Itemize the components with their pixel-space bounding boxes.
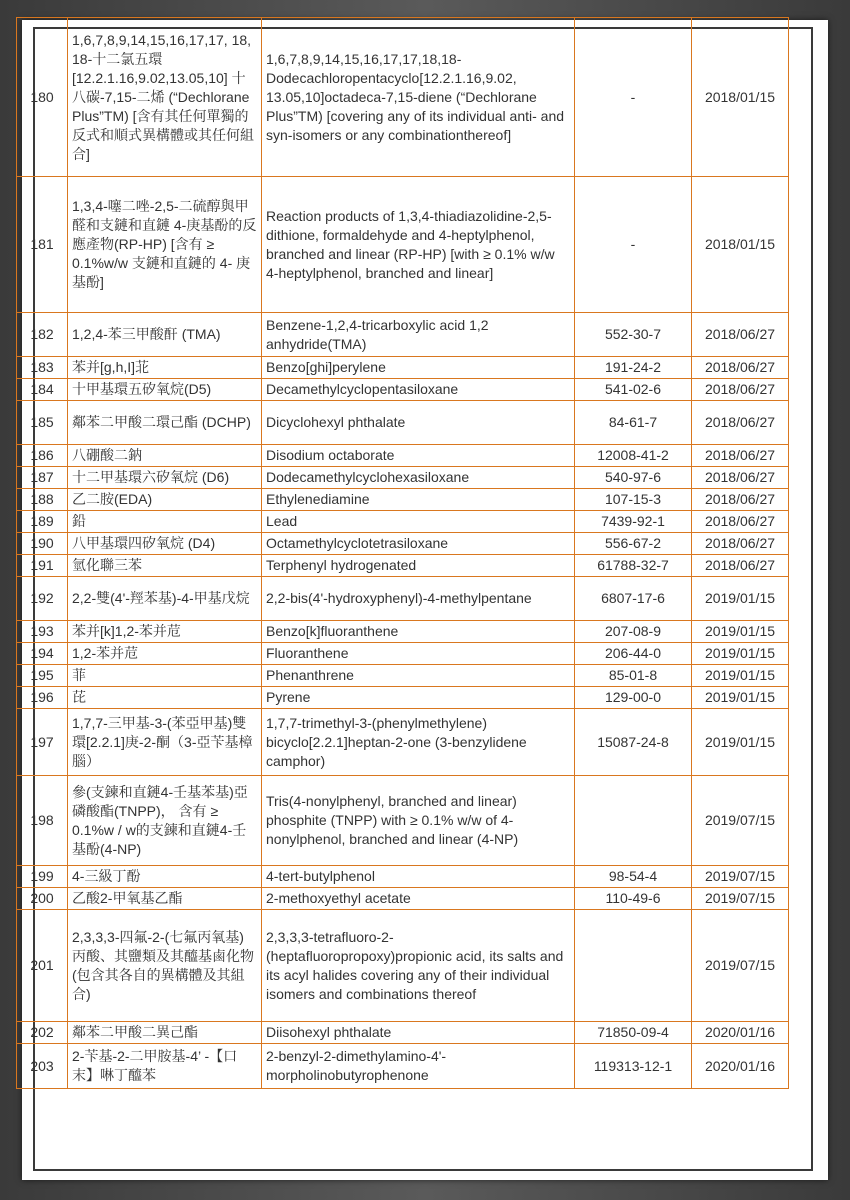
table-row	[17, 511, 789, 533]
cas-number: 98-54-4	[575, 866, 692, 888]
english-name: Lead	[262, 511, 575, 533]
english-name: 2,2-bis(4'-hydroxyphenyl)-4-methylpentane	[262, 577, 575, 621]
row-number: 190	[17, 533, 68, 555]
english-name: Pyrene	[262, 687, 575, 709]
cas-number: 6807-17-6	[575, 577, 692, 621]
chinese-name: 1,7,7-三甲基-3-(苯亞甲基)雙環[2.2.1]庚-2-酮（3-亞苄基樟腦）	[68, 709, 262, 776]
chinese-name: 苯并[k]1,2-苯并苊	[68, 621, 262, 643]
chinese-name: 2-苄基-2-二甲胺基-4’ -【口末】啉丁醯苯	[68, 1044, 262, 1089]
date: 2019/07/15	[692, 866, 789, 888]
english-name: Benzo[ghi]perylene	[262, 357, 575, 379]
date: 2018/06/27	[692, 379, 789, 401]
date: 2019/01/15	[692, 621, 789, 643]
row-number: 198	[17, 776, 68, 866]
english-name: Phenanthrene	[262, 665, 575, 687]
cas-number: 541-02-6	[575, 379, 692, 401]
chinese-name: 乙二胺(EDA)	[68, 489, 262, 511]
cas-number: 191-24-2	[575, 357, 692, 379]
date: 2019/01/15	[692, 665, 789, 687]
english-name: Disodium octaborate	[262, 445, 575, 467]
cas-number: 119313-12-1	[575, 1044, 692, 1089]
date: 2019/07/15	[692, 910, 789, 1022]
row-number: 186	[17, 445, 68, 467]
chinese-name: 鄰苯二甲酸二環己酯 (DCHP)	[68, 401, 262, 445]
row-number: 195	[17, 665, 68, 687]
date: 2019/01/15	[692, 709, 789, 776]
chinese-name: 1,3,4-噻二唑-2,5-二硫醇與甲醛和支鏈和直鏈 4-庚基酚的反應產物(RP-HP) [含有 ≥ 0.1%w/w 支鏈和直鏈的 4- 庚基酚]	[68, 177, 262, 313]
table-row	[17, 709, 789, 776]
cas-number: -	[575, 177, 692, 313]
row-number: 202	[17, 1022, 68, 1044]
chinese-name: 十甲基環五矽氧烷(D5)	[68, 379, 262, 401]
table-row	[17, 866, 789, 888]
table-row	[17, 1022, 789, 1044]
row-number: 194	[17, 643, 68, 665]
date: 2018/01/15	[692, 177, 789, 313]
row-number: 197	[17, 709, 68, 776]
english-name: Reaction products of 1,3,4-thiadiazolidine-2,5-dithione, formaldehyde and 4-heptylphenol, branched and linear (RP-HP) [with ≥ 0.1% w/w 4-heptylphenol, branched and linear]	[262, 177, 575, 313]
chinese-name: 鄰苯二甲酸二異己酯	[68, 1022, 262, 1044]
chinese-name: 菲	[68, 665, 262, 687]
chinese-name: 4-三級丁酚	[68, 866, 262, 888]
chinese-name: 乙酸2-甲氧基乙酯	[68, 888, 262, 910]
table-row	[17, 18, 789, 177]
table-row	[17, 621, 789, 643]
english-name: 1,6,7,8,9,14,15,16,17,17,18,18-Dodecachloropentacyclo[12.2.1.16,9.02, 13.05,10]octadeca-7,15-diene (“Dechlorane Plus”TM) [covering any of its individual anti- and syn-isomers or any combinationthereof]	[262, 18, 575, 177]
cas-number: 71850-09-4	[575, 1022, 692, 1044]
row-number: 181	[17, 177, 68, 313]
cas-number: 129-00-0	[575, 687, 692, 709]
row-number: 187	[17, 467, 68, 489]
row-number: 184	[17, 379, 68, 401]
table-row	[17, 467, 789, 489]
table-row	[17, 687, 789, 709]
date: 2018/06/27	[692, 467, 789, 489]
cas-number: 12008-41-2	[575, 445, 692, 467]
english-name: Tris(4-nonylphenyl, branched and linear) phosphite (TNPP) with ≥ 0.1% w/w of 4-nonylphenol, branched and linear (4-NP)	[262, 776, 575, 866]
row-number: 193	[17, 621, 68, 643]
chinese-name: 氫化聯三苯	[68, 555, 262, 577]
cas-number: 552-30-7	[575, 313, 692, 357]
row-number: 183	[17, 357, 68, 379]
chinese-name: 1,6,7,8,9,14,15,16,17,17, 18, 18-十二氯五環 [12.2.1.16,9.02,13.05,10] 十 八碳-7,15-二烯 (“Dechlorane Plus”TM) [含有其任何單獨的反式和順式異構體或其任何組合]	[68, 18, 262, 177]
chinese-name: 苯并[g,h,I]苝	[68, 357, 262, 379]
chinese-name: 1,2,4-苯三甲酸酐 (TMA)	[68, 313, 262, 357]
english-name: 2-methoxyethyl acetate	[262, 888, 575, 910]
table-row	[17, 379, 789, 401]
english-name: Dicyclohexyl phthalate	[262, 401, 575, 445]
row-number: 191	[17, 555, 68, 577]
table-row	[17, 555, 789, 577]
english-name: Octamethylcyclotetrasiloxane	[262, 533, 575, 555]
cas-number: 15087-24-8	[575, 709, 692, 776]
cas-number: 556-67-2	[575, 533, 692, 555]
date: 2019/01/15	[692, 687, 789, 709]
row-number: 200	[17, 888, 68, 910]
table-row	[17, 533, 789, 555]
chinese-name: 2,3,3,3-四氟-2-(七氟丙氧基)丙酸、其鹽類及其醯基鹵化物(包含其各自的異構體及其組合)	[68, 910, 262, 1022]
chinese-name: 十二甲基環六矽氧烷 (D6)	[68, 467, 262, 489]
english-name: Terphenyl hydrogenated	[262, 555, 575, 577]
table-row	[17, 577, 789, 621]
date: 2018/06/27	[692, 313, 789, 357]
table-row	[17, 643, 789, 665]
date: 2019/07/15	[692, 776, 789, 866]
cas-number: -	[575, 18, 692, 177]
table-row	[17, 665, 789, 687]
english-name: 2-benzyl-2-dimethylamino-4'-morpholinobutyrophenone	[262, 1044, 575, 1089]
chinese-name: 2,2-雙(4'-羥苯基)-4-甲基戊烷	[68, 577, 262, 621]
row-number: 188	[17, 489, 68, 511]
cas-number: 540-97-6	[575, 467, 692, 489]
substance-table	[16, 17, 789, 1089]
table-row	[17, 401, 789, 445]
row-number: 196	[17, 687, 68, 709]
table-row	[17, 489, 789, 511]
date: 2018/06/27	[692, 357, 789, 379]
date: 2018/06/27	[692, 445, 789, 467]
table-row	[17, 177, 789, 313]
row-number: 201	[17, 910, 68, 1022]
cas-number: 85-01-8	[575, 665, 692, 687]
english-name: Decamethylcyclopentasiloxane	[262, 379, 575, 401]
date: 2020/01/16	[692, 1022, 789, 1044]
date: 2018/06/27	[692, 401, 789, 445]
table-row	[17, 313, 789, 357]
english-name: 2,3,3,3-tetrafluoro-2-(heptafluoropropoxy)propionic acid, its salts and its acyl halides covering any of their individual isomers and combinations thereof	[262, 910, 575, 1022]
table-row	[17, 888, 789, 910]
date: 2019/01/15	[692, 577, 789, 621]
english-name: Dodecamethylcyclohexasiloxane	[262, 467, 575, 489]
chinese-name: 八硼酸二鈉	[68, 445, 262, 467]
date: 2018/06/27	[692, 555, 789, 577]
english-name: 4-tert-butylphenol	[262, 866, 575, 888]
row-number: 199	[17, 866, 68, 888]
date: 2019/07/15	[692, 888, 789, 910]
cas-number: 110-49-6	[575, 888, 692, 910]
english-name: Diisohexyl phthalate	[262, 1022, 575, 1044]
date: 2018/06/27	[692, 511, 789, 533]
english-name: 1,7,7-trimethyl-3-(phenylmethylene) bicyclo[2.2.1]heptan-2-one (3-benzylidene camphor)	[262, 709, 575, 776]
row-number: 192	[17, 577, 68, 621]
date: 2018/06/27	[692, 489, 789, 511]
cas-number	[575, 776, 692, 866]
date: 2018/01/15	[692, 18, 789, 177]
row-number: 185	[17, 401, 68, 445]
cas-number: 107-15-3	[575, 489, 692, 511]
english-name: Ethylenediamine	[262, 489, 575, 511]
table-row	[17, 445, 789, 467]
cas-number: 61788-32-7	[575, 555, 692, 577]
chinese-name: 八甲基環四矽氧烷 (D4)	[68, 533, 262, 555]
chinese-name: 芘	[68, 687, 262, 709]
row-number: 180	[17, 18, 68, 177]
chinese-name: 1,2-苯并苊	[68, 643, 262, 665]
chinese-name: 參(支鍊和直鏈4-壬基苯基)亞磷酸酯(TNPP)， 含有 ≥ 0.1%w / w的支鍊和直鏈4-壬基酚(4-NP)	[68, 776, 262, 866]
row-number: 182	[17, 313, 68, 357]
date: 2019/01/15	[692, 643, 789, 665]
date: 2018/06/27	[692, 533, 789, 555]
english-name: Benzo[k]fluoranthene	[262, 621, 575, 643]
table-row	[17, 910, 789, 1022]
table-row	[17, 1044, 789, 1089]
english-name: Fluoranthene	[262, 643, 575, 665]
cas-number: 207-08-9	[575, 621, 692, 643]
table-row	[17, 776, 789, 866]
cas-number: 84-61-7	[575, 401, 692, 445]
date: 2020/01/16	[692, 1044, 789, 1089]
cas-number	[575, 910, 692, 1022]
row-number: 203	[17, 1044, 68, 1089]
english-name: Benzene-1,2,4-tricarboxylic acid 1,2 anhydride(TMA)	[262, 313, 575, 357]
table-row	[17, 357, 789, 379]
cas-number: 7439-92-1	[575, 511, 692, 533]
chinese-name: 鉛	[68, 511, 262, 533]
cas-number: 206-44-0	[575, 643, 692, 665]
row-number: 189	[17, 511, 68, 533]
